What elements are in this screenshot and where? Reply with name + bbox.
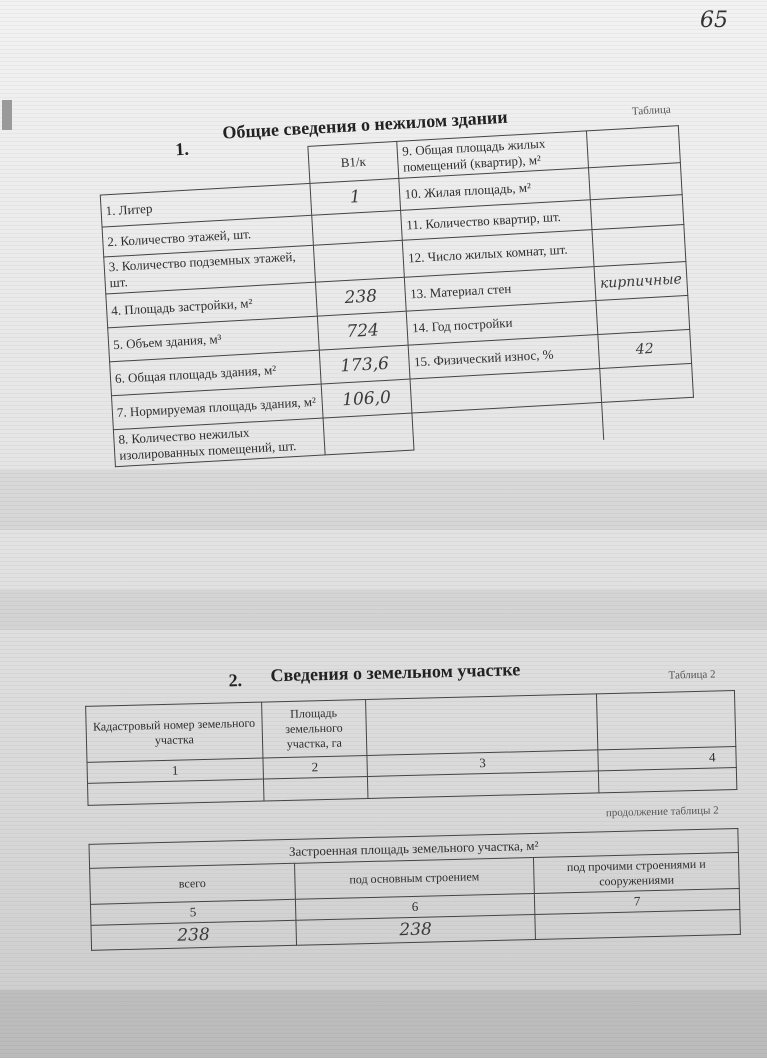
section-2-title: Сведения о земельном участке xyxy=(270,659,521,686)
built-area-table xyxy=(88,828,740,951)
table-cell-value xyxy=(588,163,682,200)
table-cell-value: 173,6 xyxy=(319,345,411,384)
table-cell-value xyxy=(323,413,415,455)
table-cell-value xyxy=(535,909,740,939)
table-cell xyxy=(367,771,599,799)
table-cell xyxy=(88,779,264,805)
table-cell-label: 6. Общая площадь здания, м² xyxy=(110,350,321,396)
section-2-number: 2. xyxy=(228,670,243,691)
column-header: под основным строением xyxy=(294,857,534,899)
table-cell-value: 106,0 xyxy=(321,379,413,418)
column-number: 2 xyxy=(263,756,367,780)
table-cell-label: 1. Литер xyxy=(100,183,311,227)
section-1-title: Общие сведения о нежилом здании xyxy=(221,106,509,143)
table-cell xyxy=(263,777,367,802)
section-1-table-note: Таблица xyxy=(631,103,672,118)
section-1 xyxy=(90,59,693,463)
column-header: под прочими строениями и сооружениями xyxy=(534,852,740,893)
section-1-number: 1. xyxy=(174,138,190,160)
page-number: 65 xyxy=(700,8,728,33)
column-header: всего xyxy=(90,863,295,904)
table-cell-value: 238 xyxy=(296,914,536,945)
empty-cell xyxy=(602,397,696,439)
column-header xyxy=(597,691,736,750)
table-cell-label: 15. Физический износ, % xyxy=(409,335,600,380)
table-cell-label: 7. Нормируемая площадь здания, м² xyxy=(111,384,322,430)
table-cell-value: 1 xyxy=(309,178,401,215)
scan-noise-band xyxy=(0,470,767,530)
table-cell-label: 9. Общая площадь жилых помещений (квартир), м² xyxy=(397,131,588,179)
table-cell-value xyxy=(600,363,694,402)
table-cell-label: 3. Количество подземных этажей, шт. xyxy=(104,245,315,294)
scan-noise-band xyxy=(0,990,767,1058)
table-cell-value: кирпичные xyxy=(594,262,688,301)
land-plot-table xyxy=(85,690,737,806)
table-cell-value xyxy=(596,295,690,334)
column-header: Площадь земельного участка, га xyxy=(261,700,366,759)
table-cell-label: 8. Количество нежилых изолированных помещений, шт. xyxy=(113,418,324,467)
column-number: 1 xyxy=(87,758,263,783)
table-cell-label: 11. Количество квартир, шт. xyxy=(401,200,592,241)
column-header: В1/к xyxy=(307,141,399,183)
table-cell-label: 2. Количество этажей, шт. xyxy=(102,215,313,257)
table-cell-label: 14. Год постройки xyxy=(407,301,598,346)
table-cell-value xyxy=(313,240,405,282)
built-area-header: Застроенная площадь земельного участка, м² xyxy=(89,828,738,868)
table-cell-label: 10. Жилая площадь, м² xyxy=(399,168,590,211)
column-number: 5 xyxy=(90,899,295,925)
scan-noise-band xyxy=(0,590,767,630)
table-cell-label: 13. Материал стен xyxy=(405,267,596,312)
table-cell-value: 238 xyxy=(91,920,296,950)
binding-mark xyxy=(2,100,12,130)
table-cell-value xyxy=(592,225,686,267)
column-header: Кадастровый номер земельного участка xyxy=(86,702,263,762)
table-cell xyxy=(599,767,737,792)
table-cell-value xyxy=(586,126,680,168)
table-cell-value: 42 xyxy=(598,329,692,368)
column-header xyxy=(365,694,598,756)
column-number: 6 xyxy=(295,893,535,920)
table-cell-value: 724 xyxy=(317,311,409,350)
continuation-note: продолжение таблицы 2 xyxy=(605,804,719,820)
table-cell-value: 238 xyxy=(315,277,407,316)
table-cell-label: 5. Объем здания, м³ xyxy=(108,316,319,362)
column-number: 7 xyxy=(535,888,740,914)
building-info-table xyxy=(98,125,696,467)
table-cell-label: 4. Площадь застройки, м² xyxy=(106,282,317,328)
table-cell-label: 12. Число жилых комнат, шт. xyxy=(403,230,594,278)
column-number: 3 xyxy=(367,750,599,777)
section-2-table-note: Таблица 2 xyxy=(668,668,716,682)
column-number: 4 xyxy=(598,747,736,771)
section-2 xyxy=(80,644,731,946)
